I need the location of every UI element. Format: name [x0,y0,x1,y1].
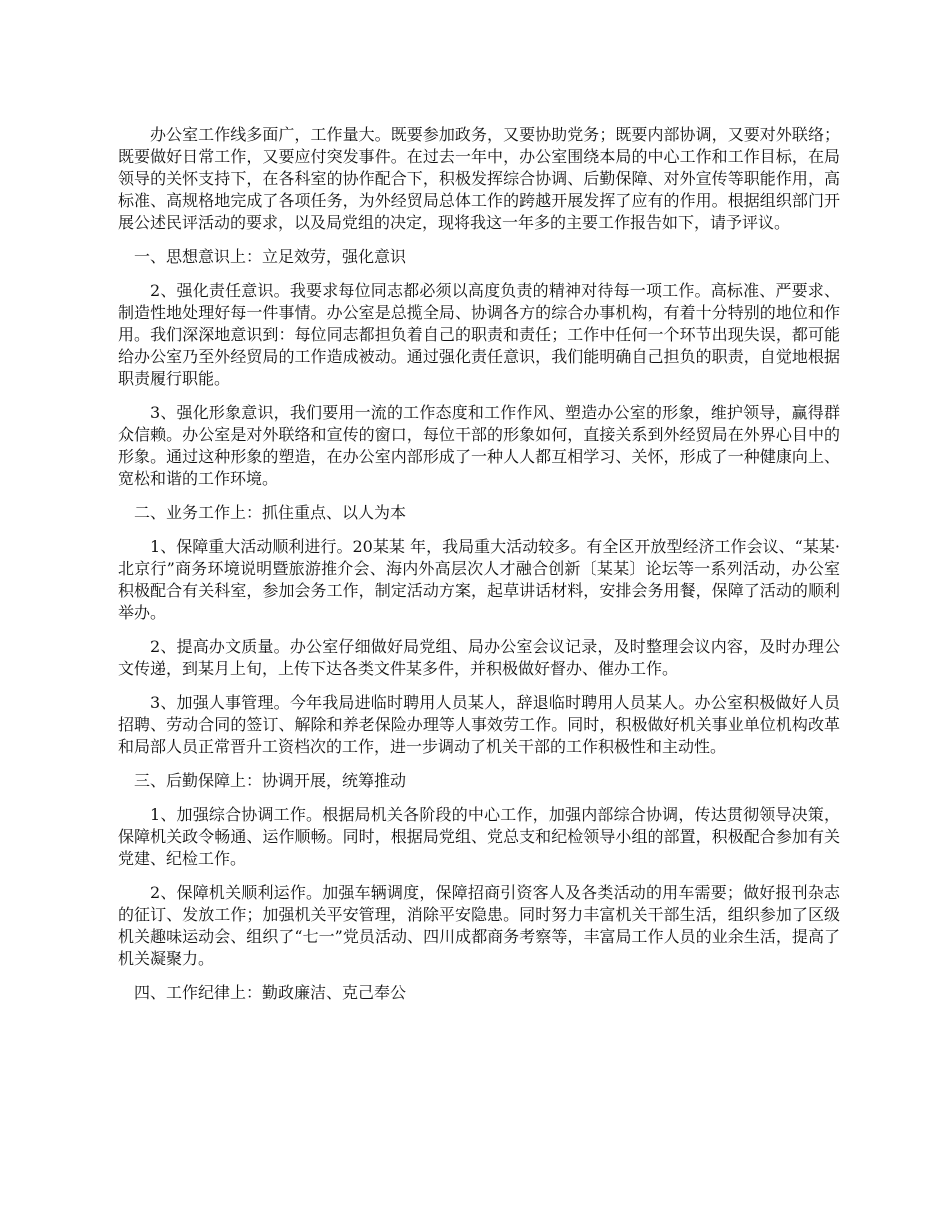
paragraph-image: 3、强化形象意识，我们要用一流的工作态度和工作作风、塑造办公室的形象，维护领导，赢得群众信赖。办公室是对外联络和宣传的窗口，每位干部的形象如何，直接关系到外经贸局在外界心目中的形象。通过这种形象的塑造，在办公室内部形成了一种人人都互相学习、关怀，形成了一种健康向上、宽松和谐的工作环境。 [118,403,840,488]
paragraph-responsibility: 2、强化责任意识。我要求每位同志都必须以高度负责的精神对待每一项工作。高标准、严要求、制造性地处理好每一件事情。办公室是总揽全局、协调各方的综合办事机构，有着十分特别的地位和作用。我们深深地意识到：每位同志都担负着自己的职责和责任；工作中任何一个环节出现失误，都可能给办公室乃至外经贸局的工作造成被动。通过强化责任意识，我们能明确自己担负的职责，自觉地根据职责履行职能。 [118,281,840,388]
paragraph-personnel: 3、加强人事管理。今年我局进临时聘用人员某人，辞退临时聘用人员某人。办公室积极做好人员招聘、劳动合同的签订、解除和养老保险办理等人事效劳工作。同时，积极做好机关事业单位机构改革和局部人员正常晋升工资档次的工作，进一步调动了机关干部的工作积极性和主动性。 [118,693,840,756]
intro-paragraph: 办公室工作线多面广，工作量大。既要参加政务，又要协助党务；既要内部协调，又要对外联络；既要做好日常工作，又要应付突发事件。在过去一年中，办公室围绕本局的中心工作和工作目标，在局领导的关怀支持下，在各科室的协作配合下，积极发挥综合协调、后勤保障、对外宣传等职能作用，高标准、高规格地完成了各项任务，为外经贸局总体工作的跨越开展发挥了应有的作用。根据组织部门开展公述民评活动的要求，以及局党组的决定，现将我这一年多的主要工作报告如下，请予评议。 [118,125,840,232]
section-heading-2: 二、业务工作上：抓住重点、以人为本 [134,503,407,522]
paragraph-document-quality: 2、提高办文质量。办公室仔细做好局党组、局办公室会议记录，及时整理会议内容，及时办理公文传递，到某月上旬，上传下达各类文件某多件，并积极做好督办、催办工作。 [118,637,840,678]
paragraph-operations: 2、保障机关顺利运作。加强车辆调度，保障招商引资客人及各类活动的用车需要；做好报刊杂志的征订、发放工作；加强机关平安管理，消除平安隐患。同时努力丰富机关干部生活，组织参加了区级机关趣味运动会、组织了“七一”党员活动、四川成都商务考察等，丰富局工作人员的业余生活，提高了机关凝聚力。 [118,883,840,968]
section-heading-3: 三、后勤保障上：协调开展，统筹推动 [134,771,407,790]
document-page [118,124,840,1016]
section-heading-1: 一、思想意识上：立足效劳，强化意识 [134,247,407,266]
paragraph-coordination: 1、加强综合协调工作。根据局机关各阶段的中心工作，加强内部综合协调，传达贯彻领导决策，保障机关政令畅通、运作顺畅。同时，根据局党组、党总支和纪检领导小组的部置，积极配合参加有关党建、纪检工作。 [118,805,840,868]
section-heading-4: 四、工作纪律上：勤政廉洁、克己奉公 [134,983,407,1002]
paragraph-major-events: 1、保障重大活动顺利进行。20某某 年，我局重大活动较多。有全区开放型经济工作会议、“某某·北京行”商务环境说明暨旅游推介会、海内外高层次人才融合创新〔某某〕论坛等一系列活动，办公室积极配合有关科室，参加会务工作，制定活动方案，起草讲话材料，安排会务用餐，保障了活动的顺利举办。 [118,537,840,622]
